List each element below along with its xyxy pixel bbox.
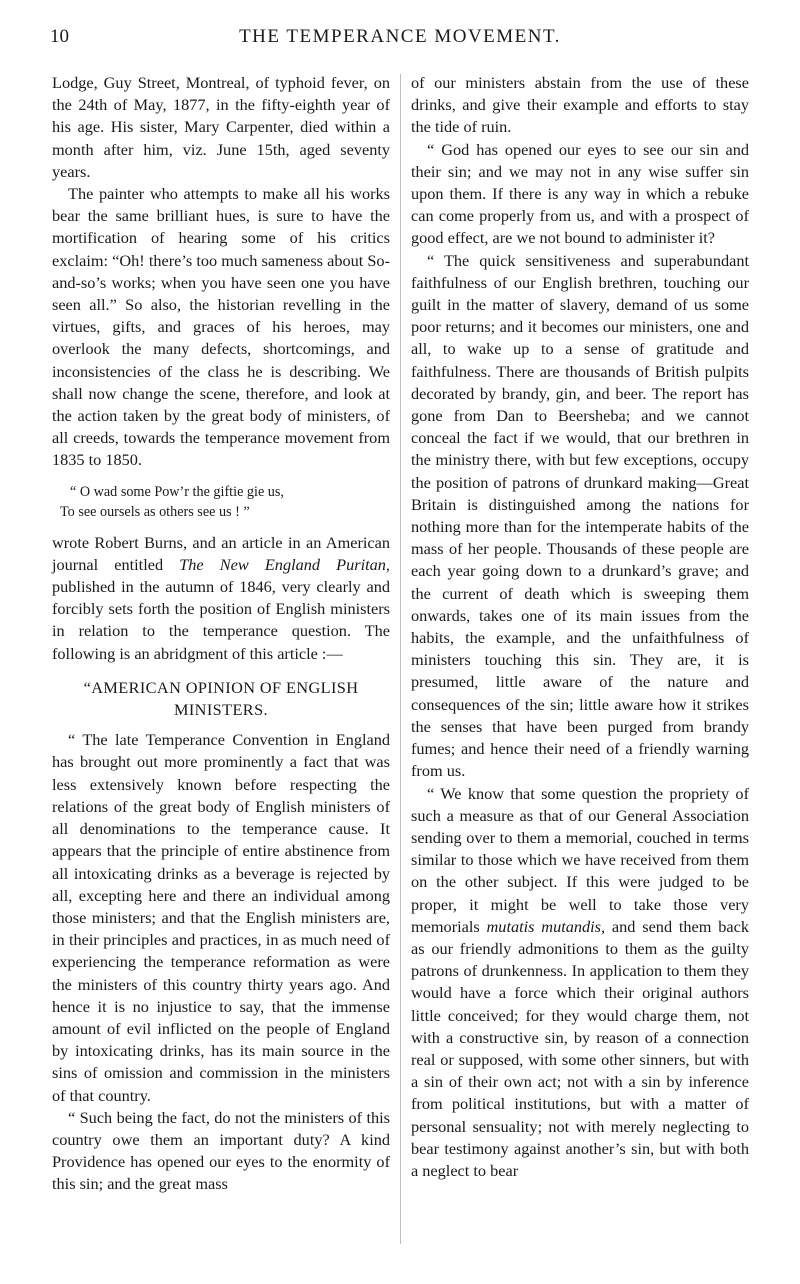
paragraph: “ Such being the fact, do not the ministers of this country owe them an important duty? A kind Providence has opened our eyes to the enormity of this sin; and the great mass [52, 1107, 390, 1194]
text-run: wrote Robert Burns, and an article in an American journal entitled [52, 532, 390, 574]
paragraph [411, 783, 749, 1183]
paragraph [52, 532, 390, 665]
page-number: 10 [50, 26, 69, 47]
text-run: “ We know that some question the propriety of such a measure as that of our General Association sending over to them a memorial, couched in terms similar to those which we have received from them on the other subject. If this were judged to be proper, it might be well to take those very memorials [411, 783, 749, 936]
verse-quote [52, 482, 390, 522]
page-header [50, 26, 750, 56]
paragraph: The painter who attempts to make all his works bear the same brilliant hues, is sure to have the mortification of hearing some of his critics exclaim: “Oh! there’s too much sameness about So-and-so’s works; when you have seen one you have seen all.” So also, the historian revelling in the virtues, gifts, and graces of his heroes, may overlook the many defects, shortcomings, and inconsistencies of the class he is describing. We shall now change the scene, therefore, and look at the action taken by the great body of ministers, of all creeds, towards the temperance movement from 1835 to 1850. [52, 184, 390, 470]
verse-line: “ O wad some Pow’r the giftie gie us, [70, 483, 284, 500]
text-run: published in the autumn of 1846, very clearly and forcibly sets forth the position of English ministers in relation to the temperance question. The following is an abridgment of this article :— [52, 577, 390, 663]
verse-line: To see oursels as others see us ! ” [60, 503, 250, 520]
left-column [52, 72, 390, 1196]
paragraph: “ The late Temperance Convention in England has brought out more prominently a fact that was less extensively known before respecting the relations of the great body of English ministers of all denominations to the temperance cause. It appears that the principle of entire abstinence from all intoxicating drinks as a beverage is rejected by all, excepting here and there an individual among those ministers; and that the English ministers are, in their principles and practices, in as much need of experiencing the temperance reformation as were the ministers of this country thirty years ago. And hence it is no injustice to say, that the immense amount of evil inflicted on the people of England by intoxicating drinks, has its main source in the sins of omission and commission in the ministers of that country. [52, 730, 390, 1105]
text-run: and send them back as our friendly admonitions to them as the guilty patrons of drunkenness. In application to them they would have a force which their original authors little conceived; for they would charge them, not with a constructive sin, by reason of a connection real or supposed, with some other sinners, but with a sin of their own act; not with a sin by inference from political institutions, but with a matter of personal sensuality; not with merely neglecting to bear testimony against another’s sin, but with both a neglect to bear [411, 916, 750, 1180]
right-column [411, 72, 749, 1182]
paragraph: of our ministers abstain from the use of these drinks, and give their example and efforts to stay the tide of ruin. [411, 73, 749, 137]
paragraph: “ God has opened our eyes to see our sin and their sin; and we may not in any wise suffer sin upon them. If there is any way in which a rebuke can come properly from us, and with a prospect of good effect, are we not bound to administer it? [411, 139, 749, 248]
running-title: THE TEMPERANCE MOVEMENT. [239, 26, 561, 47]
paragraph: Lodge, Guy Street, Montreal, of typhoid fever, on the 24th of May, 1877, in the fifty-eighth year of his age. His sister, Mary Carpenter, died within a month after him, viz. June 15th, aged seventy years. [52, 73, 390, 181]
latin-phrase: mutatis mutandis, [486, 916, 606, 936]
paragraph: “ The quick sensitiveness and superabundant faithfulness of our English brethren, touching our guilt in the matter of slavery, demand of us some poor returns; and it becomes our ministers, one and all, to wake up to a sense of gratitude and faithfulness. There are thousands of British pulpits decorated by brandy, gin, and beer. The report has gone from Dan to Beersheba; and we cannot conceal the fact if we would, that our brethren in the ministry there, with but few exceptions, occupy the position of patrons of drunkard making—Great Britain is distinguished among the nations for nothing more than for the intemperate habits of the mass of her people. Thousands of these people are each year going down to a drunkard’s grave; and the current of death which is sweeping them onwards, takes one of its main issues from the habits, the example, and the unfaithfulness of ministers touching this sin. They are, it is presumed, little aware of the nature and consequences of the sin; little aware how it strikes the senses that have been purged from brandy fumes; and hence their need of a friendly warning from us. [411, 250, 749, 781]
column-divider [400, 74, 401, 1244]
article-heading: “AMERICAN OPINION OF ENGLISH MINISTERS. [83, 677, 359, 720]
journal-title: The New England Puritan, [179, 554, 390, 574]
